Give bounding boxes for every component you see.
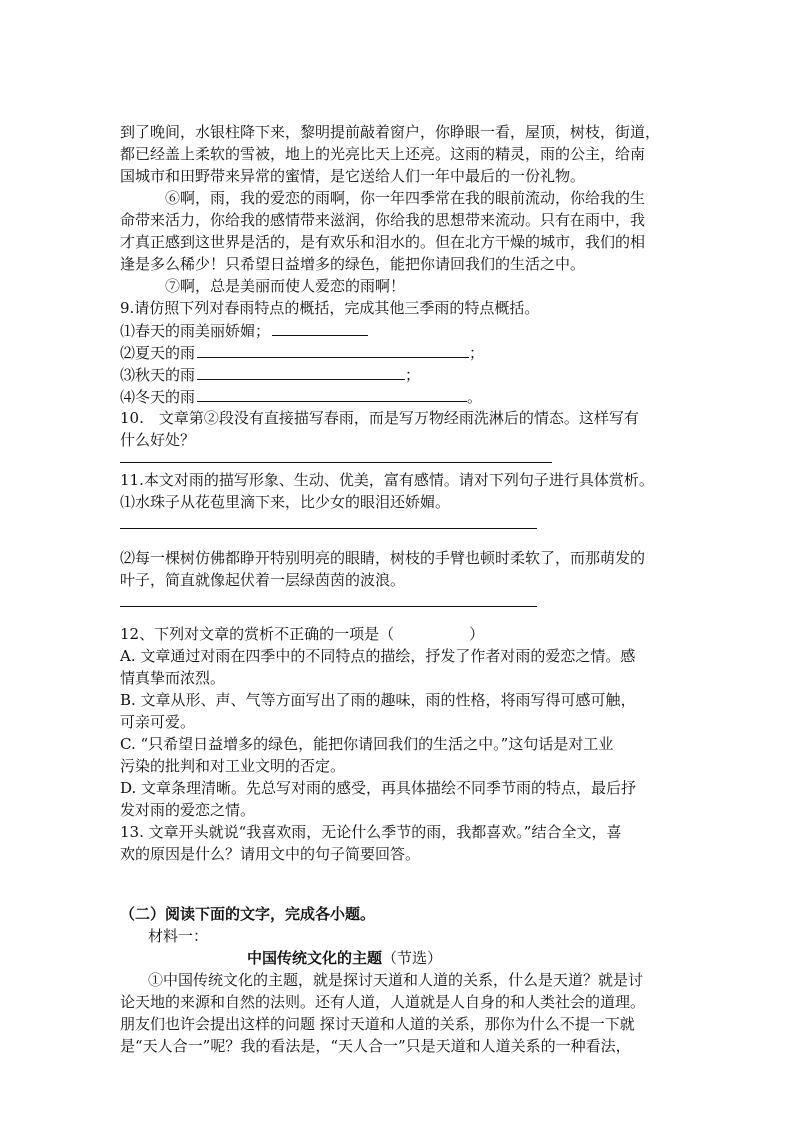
q9-item-spring: ⑴春天的雨美丽娇媚；: [120, 320, 368, 341]
article-line: 朋友们也许会提出这样的问题 探讨天道和人道的关系，那你为什么不提一下就: [120, 1015, 635, 1033]
option-b-cont: 可亲可爱。: [120, 713, 196, 731]
answer-blank[interactable]: [197, 342, 469, 358]
question-11-sentence-1: ⑴水珠子从花苞里滴下来，比少女的眼泪还娇媚。: [120, 493, 451, 511]
article-line: ①中国传统文化的主题，就是探讨天道和人道的关系，什么是天道？就是讨: [148, 971, 644, 989]
passage-line: 命带来活力，你给我的感情带来滋润，你给我的思想带来流动。只有在雨中，我: [120, 211, 646, 229]
question-13-line: 欢的原因是什么？请用文中的句子简要回答。: [120, 845, 421, 863]
question-12-stem: 12、下列对文章的赏析不正确的一项是（ ）: [120, 625, 485, 643]
question-11-stem: 11.本文对雨的描写形象、生动、优美，富有感情。请对下列句子进行具体赏析。: [120, 471, 654, 489]
passage-line: 逢是多么稀少！只希望日益增多的绿色，能把你请回我们的生活之中。: [120, 255, 586, 273]
question-10-line: 10. 文章第②段没有直接描写春雨，而是写万物经雨洗淋后的情态。这样写有: [120, 409, 639, 427]
answer-line[interactable]: [120, 606, 537, 607]
passage-line: ⑦啊，总是美丽而使人爱恋的雨啊！: [165, 277, 406, 295]
q9-item-summer: ⑵夏天的雨 ；: [120, 344, 485, 362]
option-d-cont: 发对雨的爱恋之情。: [120, 801, 256, 819]
material-label: 材料一：: [148, 927, 209, 945]
article-line: 论天地的来源和自然的法则。还有人道，人道就是人自身的和人类社会的道理。: [120, 993, 646, 1011]
question-11-sentence-2: 叶子，简直就像起伏着一层绿茵茵的波浪。: [120, 571, 406, 589]
question-11-sentence-2: ⑵每一棵树仿佛都睁开特别明亮的眼睛，树枝的手臂也顿时柔软了，而那萌发的: [120, 549, 646, 567]
q9-item-autumn: ⑶秋天的雨 ；: [120, 366, 421, 384]
article-line: 是“天人合一”呢？我的看法是，“天人合一”只是天道和人道关系的一种看法，: [120, 1037, 631, 1055]
option-c-cont: 污染的批判和对工业文明的否定。: [120, 757, 346, 775]
answer-line[interactable]: [120, 462, 552, 463]
answer-blank[interactable]: [197, 386, 467, 402]
option-b[interactable]: B. 文章从形、声、气等方面写出了雨的趣味，雨的性格，将雨写得可感可触，: [120, 691, 636, 709]
q9-item-winter: ⑷冬天的雨 。: [120, 388, 483, 406]
option-c[interactable]: C. “只希望日益增多的绿色，能把你请回我们的生活之中。”这句话是对工业: [120, 735, 614, 753]
question-9-stem: 9.请仿照下列对春雨特点的概括，完成其他三季雨的特点概括。: [120, 299, 540, 317]
passage-line: ⑥啊，雨，我的爱恋的雨啊，你一年四季常在我的眼前流动，你给我的生: [165, 189, 646, 207]
passage-line: 国城市和田野带来异常的蜜情，是它送给人们一年中最后的一份礼物。: [120, 167, 586, 185]
question-13-line: 13. 文章开头就说“我喜欢雨，无论什么季节的雨，我都喜欢。”结合全文，喜: [120, 823, 622, 841]
article-title: 中国传统文化的主题（节选）: [247, 949, 443, 967]
question-10-line: 什么好处？: [120, 431, 196, 449]
option-d[interactable]: D. 文章条理清晰。先总写对雨的感受，再具体描绘不同季节雨的特点，最后抒: [120, 779, 637, 797]
answer-blank[interactable]: [272, 320, 368, 336]
option-a[interactable]: A. 文章通过对雨在四季中的不同特点的描绘，抒发了作者对雨的爱恋之情。感: [120, 647, 636, 665]
passage-line: 到了晚间，水银柱降下来，黎明提前敲着窗户，你睁眼一看，屋顶，树枝，街道，: [120, 123, 661, 141]
section-heading: （二）阅读下面的文字，完成各小题。: [120, 905, 376, 923]
answer-blank[interactable]: [197, 364, 405, 380]
passage-line: 都已经盖上柔软的雪被，地上的光亮比天上还亮。这雨的精灵，雨的公主，给南: [120, 145, 646, 163]
answer-line[interactable]: [120, 528, 537, 529]
passage-line: 才真正感到这世界是活的，是有欢乐和泪水的。但在北方干燥的城市，我们的相: [120, 233, 646, 251]
option-a-cont: 情真挚而浓烈。: [120, 669, 226, 687]
